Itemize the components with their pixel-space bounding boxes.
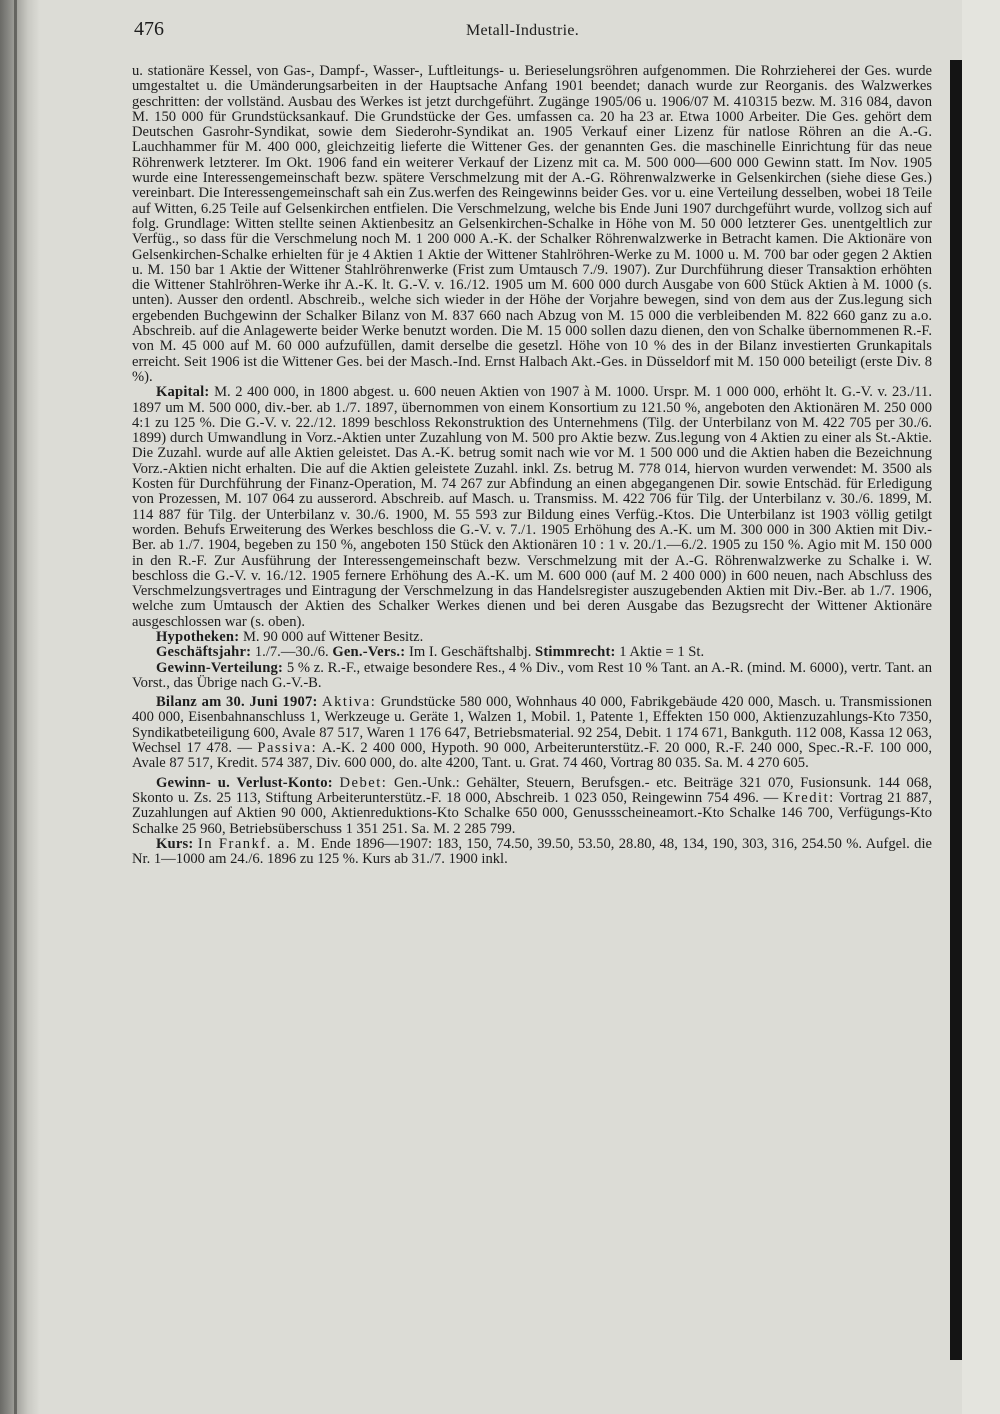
hypotheken-paragraph (132, 630, 932, 645)
kurs-place: In Frankf. a. M. (197, 835, 317, 852)
bilanz-passiva-word: Passiva: (257, 740, 318, 757)
book-binding-edge (0, 0, 40, 1414)
genvers-text: Im I. Geschäftshalbj. (408, 644, 532, 661)
page-header (96, 18, 948, 46)
kurs-paragraph (132, 837, 932, 868)
running-title: Metall-Industrie. (466, 22, 580, 39)
guv-kredit-word: Kredit: (782, 789, 835, 806)
facing-page-margin (962, 0, 1000, 1414)
guv-debet-word: Debet: (339, 774, 388, 791)
bilanz-aktiva-word: Aktiva: (322, 694, 377, 711)
geschaeftsjahr-paragraph (132, 645, 932, 660)
body-text (132, 64, 932, 867)
guv-debet-text: Gen.-Unk.: Gehälter, Steuern, Berufsgen.- etc. Beiträge 321 070, Fusionsunk. 144 068, Skonto u. Zs. 25 113, Stiftung Arbeiterunterstütz.-F. 18 000, Abschreib. 1 023 050, Reingewinn 754 496. — (132, 774, 932, 806)
guv-kredit-text: Vortrag 21 887, Zuzahlungen auf Aktien 90 000, Aktienreduktions-Kto Schalke 650 000, Genussscheineamort.-Kto Schalke 146 700, Verfügungs-Kto Schalke 25 960, Betriebsüberschuss 1 351 251. Sa. M. 2 285 799. (132, 789, 933, 837)
bilanz-passiva-text: A.-K. 2 400 000, Hypoth. 90 000, Arbeiterunterstütz.-F. 20 000, R.-F. 240 000, Spec.-R.-F. 100 000, Avale 87 517, Kredit. 574 387, Div. 600 000, do. alte 4200, Tant. u. Grat. 74 460, Vortrag 80 035. Sa. M. 4 270 605. (132, 740, 932, 772)
kurs-text: Ende 1896—1907: 183, 150, 74.50, 39.50, 53.50, 28.80, 48, 134, 190, 303, 316, 254.50 %. Aufgel. die Nr. 1—1000 am 24./6. 1896 zu 125 %. Kurs ab 31./7. 1900 inkl. (132, 835, 932, 868)
genvers-label: Gen.-Vers.: (332, 644, 406, 661)
kapital-text: M. 2 400 000, in 1800 abgest. u. 600 neuen Aktien von 1907 à M. 1000. Urspr. M. 1 000 000, erhöht lt. G.-V. v. 23./11. 1897 um M. 500 000, div.-ber. ab 1./7. 1897, übernommen von einem Konsortium zu 121.50 %, angeboten den Aktionären M. 250 000 4:1 zu 125 %. Die G.-V. v. 22./12. 1899 beschloss Rekonstruktion des Unternehmens (Tilg. der Unterbilanz von M. 422 705 per 30./6. 1899) durch Umwandlung in Vorz.-Aktien unter Zuzahlung von M. 500 pro Aktie bezw. Zus.legung von 4 Aktien zu einer als St.-Aktie. Die Zuzahl. wurde auf alle Aktien geleistet. Das A.-K. betrug somit nach wie vor M. 1 500 000 und die Aktien haben die Bezeichnung Vorz.-Aktien nicht erhalten. Die auf die Aktien geleistete Zuzahl. inkl. Zs. betrug M. 778 014, hiervon wurden verwendet: M. 3500 als Kosten für Durchführung der Finanz-Operation, M. 74 267 zur Abfindung an einen abgegangenen Dir. sowie Entschäd. für Erledigung von Prozessen, M. 107 064 zu ausserord. Abschreib. auf Masch. u. Transmiss. M. 422 706 für Tilg. der Unterbilanz v. 30./6. 1899, M. 114 887 für Tilg. der Unterbilanz v. 30./6. 1900, M. 55 593 zur Bildung eines Verfüg.-Ktos. Die Unterbilanz ist 1903 völlig getilgt worden. Behufs Erweiterung des Werkes beschloss die G.-V. v. 7./1. 1905 Erhöhung des A.-K. um M. 300 000 in 300 Aktien mit Div.-Ber. ab 1./7. 1904, begeben zu 150 %, angeboten 150 Stück den Aktionären 10 : 1 v. 20./1.—6./2. 1905 zu 150 %. Agio mit M. 150 000 in den R.-F. Zur Ausführung der Interessengemeinschaft bezw. Verschmelzung mit der A.-G. Röhrenwalzwerke zu Schalke i. W. beschloss die G.-V. v. 16./12. 1905 fernere Erhöhung des A.-K. um M. 600 000 (auf M. 2 400 000) in 600 neuen, nach Abschluss des Verschmelzungsvertrages und Eintragung der Verschmelzung in das Handelsregister auszugebenden Aktien mit Div.-Ber. ab 1./7. 1906, welche zum Umtausch der Aktien des Schalker Werkes dienen und bei deren Ausgabe das Bezugsrecht der Wittener Aktionäre ausgeschlossen war (s. oben). (132, 384, 932, 630)
stimmrecht-label: Stimmrecht: (535, 644, 616, 661)
hypotheken-label: Hypotheken: (156, 628, 240, 645)
geschaeftsjahr-label: Geschäftsjahr: (156, 644, 252, 661)
page-number: 476 (134, 18, 164, 40)
kapital-paragraph (132, 385, 932, 630)
bilanz-paragraph (132, 695, 932, 771)
gewinnverteilung-text: 5 % z. R.-F., etwaige besondere Res., 4 % Div., vom Rest 10 % Tant. an A.-R. (mind. M. 6000), vertr. Tant. an Vorst., das Übrige nach G.-V.-B. (132, 659, 932, 691)
guv-paragraph (132, 776, 932, 837)
stimmrecht-text: 1 Aktie = 1 St. (619, 644, 705, 661)
facing-page-edge (950, 60, 962, 1360)
geschaeftsjahr-text: 1./7.—30./6. (254, 644, 329, 661)
company-history-paragraph: u. stationäre Kessel, von Gas-, Dampf-, Wasser-, Luftleitungs- u. Berieselungsröhren aufgenommen. Die Rohrzieherei der Ges. wurde umgestaltet u. die Umänderungsarbeiten in der Hauptsache Anfang 1901 beendet; danach wurde zur Reorganis. des Walzwerkes geschritten: der vollständ. Ausbau des Werkes ist jetzt durchgeführt. Zugänge 1905/06 u. 1906/07 M. 410315 bezw. M. 316 084, davon M. 150 000 für Grundstücksankauf. Die Grundstücke der Ges. umfassen ca. 20 ha 23 ar. Etwa 1000 Arbeiter. Die Ges. gehört dem Deutschen Gasrohr-Syndikat, sowie dem Siederohr-Syndikat an. 1905 Verkauf einer Lizenz für natlose Röhren an die A.-G. Lauchhammer für M. 400 000, gleichzeitig lieferte die Wittener Ges. der genannten Ges. die maschinelle Einrichtung für das neue Röhrenwerk letzterer. Im Okt. 1906 fand ein weiterer Verkauf der Lizenz mit ca. M. 500 000—600 000 Gewinn statt. Im Nov. 1905 wurde eine Interessengemeinschaft bezw. spätere Verschmelzung mit der A.-G. Röhrenwalzwerke in Gelsenkirchen (siehe diese Ges.) vereinbart. Die Interessengemeinschaft sah ein Zus.werfen des Reingewinns beider Ges. vor u. eine Verteilung desselben, wobei 18 Teile auf Witten, 6.25 Teile auf Gelsenkirchen entfielen. Die Verschmelzung, welche bis Ende Juni 1907 durchgeführt wurde, vollzog sich auf folg. Grundlage: Witten stellte seinen Aktienbesitz an Gelsenkirchen-Schalke in Höhe von M. 50 000 letzterer Ges. unentgeltlich zur Verfüg., so dass für die Verschmelung noch M. 1 200 000 A.-K. der Schalker Röhrenwalzwerke in Betracht kamen. Die Aktionäre von Gelsenkirchen-Schalke erhielten für je 4 Aktien 1 Aktie der Wittener Stahlröhren-Werke zu M. 1000 u. M. 700 bar oder gegen 2 Aktien u. M. 150 bar 1 Aktie der Wittener Stahlröhrenwerke (Frist zum Umtausch 7./9. 1907). Zur Durchführung dieser Transaktion erhöhten die Wittener Stahlröhren-Werke ihr A.-K. lt. G.-V. v. 16./12. 1905 um M. 600 000 durch Ausgabe von 600 Stück Aktien à M. 1000 (s. unten). Ausser den ordentl. Abschreib., welche sich wieder in der Höhe der Vorjahre bewegen, sind von dem aus der Zus.legung sich ergebenden Buchgewinn der Schalker Bilanz von M. 837 660 nach Abzug von M. 15 000 die verbleibenden M. 822 660 ganz zu a.o. Abschreib. auf die Anlagewerte beider Werke benutzt worden. Die M. 15 000 sollen dazu dienen, den von Schalke übernommenen R.-F. von M. 45 000 auf M. 60 000 aufzufüllen, damit derselbe die gesetzl. Höhe von 10 % des in der Bilanz investierten Grunkapitals erreicht. Seit 1906 ist die Wittener Ges. bei der Masch.-Ind. Ernst Halbach Akt.-Ges. in Düsseldorf mit M. 150 000 beteiligt (erste Div. 8 %). (132, 63, 932, 385)
bilanz-aktiva-text: Grundstücke 580 000, Wohnhaus 40 000, Fabrikgebäude 420 000, Masch. u. Transmissionen 400 000, Eisenbahnanschluss 1, Werkzeuge u. Geräte 1, Walzen 1, Mobil. 1, Patente 1, Effekten 150 000, Aktienzuzahlungs-Kto 7350, Syndikatbeteiligung 600, Avale 87 517, Waren 1 176 647, Betriebsmaterial. 92 254, Debit. 1 174 671, Bankguth. 112 008, Kassa 12 063, Wechsel 17 478. — (132, 694, 932, 757)
guv-label: Gewinn- u. Verlust-Konto: (156, 774, 333, 791)
kapital-label: Kapital: (156, 384, 210, 401)
gewinnverteilung-paragraph (132, 661, 932, 692)
document-page (96, 0, 948, 1414)
hypotheken-text: M. 90 000 auf Wittener Besitz. (242, 628, 424, 645)
bilanz-label: Bilanz am 30. Juni 1907: (156, 694, 318, 711)
gewinnverteilung-label: Gewinn-Verteilung: (156, 659, 284, 676)
kurs-label: Kurs: (156, 835, 194, 852)
